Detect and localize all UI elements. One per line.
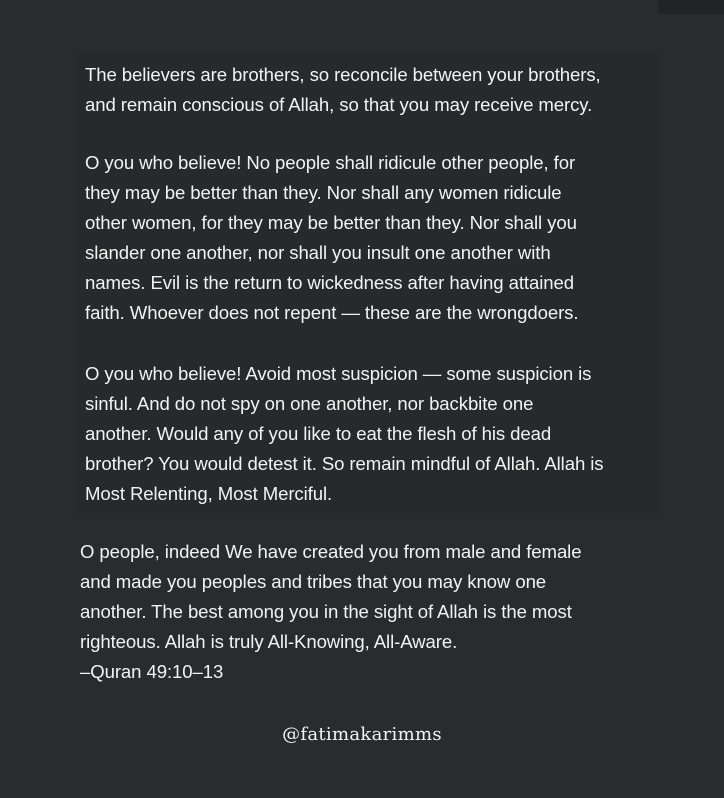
text-line: they may be better than they. Nor shall any women ridicule bbox=[85, 182, 562, 203]
text-line: O people, indeed We have created you from male and female bbox=[80, 541, 582, 562]
text-line: names. Evil is the return to wickedness after having attained bbox=[85, 272, 574, 293]
text-line: and remain conscious of Allah, so that you may receive mercy. bbox=[85, 94, 593, 115]
paragraph-1 bbox=[85, 60, 601, 120]
text-line: righteous. Allah is truly All-Knowing, All-Aware. bbox=[80, 631, 458, 652]
text-line: other women, for they may be better than they. Nor shall you bbox=[85, 212, 577, 233]
citation: –Quran 49:10–13 bbox=[80, 661, 224, 682]
paragraph-2 bbox=[85, 148, 578, 328]
author-handle: @fatimakarimms bbox=[282, 724, 442, 745]
text-line: another. The best among you in the sight of Allah is the most bbox=[80, 601, 572, 622]
text-line: Most Relenting, Most Merciful. bbox=[85, 483, 333, 504]
text-line: The believers are brothers, so reconcile between your brothers, bbox=[85, 64, 601, 85]
text-line: O you who believe! Avoid most suspicion — some suspicion is bbox=[85, 363, 592, 384]
paragraph-3 bbox=[85, 359, 603, 509]
text-line: slander one another, nor shall you insult one another with bbox=[85, 242, 551, 263]
text-line: another. Would any of you like to eat the flesh of his dead bbox=[85, 423, 552, 444]
text-line: and made you peoples and tribes that you may know one bbox=[80, 571, 547, 592]
text-line: brother? You would detest it. So remain mindful of Allah. Allah is bbox=[85, 453, 604, 474]
corner-shade bbox=[658, 0, 724, 14]
paragraph-4 bbox=[80, 537, 581, 687]
text-line: sinful. And do not spy on one another, nor backbite one bbox=[85, 393, 534, 414]
text-line: O you who believe! No people shall ridicule other people, for bbox=[85, 152, 576, 173]
text-line: faith. Whoever does not repent — these are the wrongdoers. bbox=[85, 302, 579, 323]
